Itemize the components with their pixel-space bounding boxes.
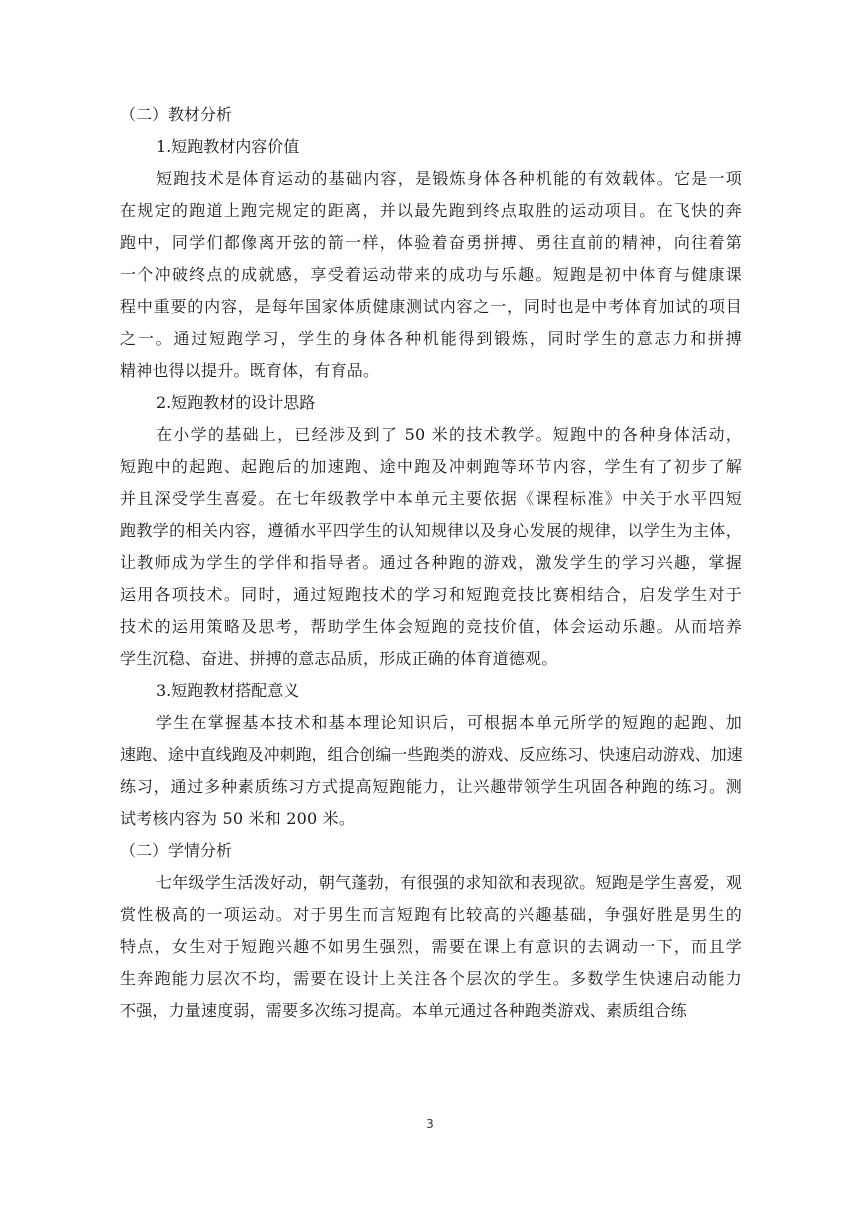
- section-heading-student-analysis: （二）学情分析: [120, 841, 233, 860]
- paragraph-design-approach: [120, 419, 742, 675]
- page-number: 3: [426, 1117, 434, 1131]
- paragraph-line: 试考核内容为 50 米和 200 米。: [120, 809, 356, 828]
- paragraph-line: 跑教学的相关内容，遵循水平四学生的认知规律以及身心发展的规律，以学生为主体，: [120, 521, 742, 540]
- paragraph-pairing-significance: [120, 707, 742, 835]
- paragraph-line: 赏性极高的一项运动。对于男生而言短跑有比较高的兴趣基础，争强好胜是男生的: [120, 905, 742, 924]
- paragraph-line: 一个冲破终点的成就感，享受着运动带来的成功与乐趣。短跑是初中体育与健康课: [120, 265, 742, 284]
- paragraph-content-value: [120, 163, 742, 387]
- paragraph-line: 技术的运用策略及思考，帮助学生体会短跑的竞技价值，体会运动乐趣。从而培养: [120, 617, 742, 636]
- paragraph-line: 并且深受学生喜爱。在七年级教学中本单元主要依据《课程标准》中关于水平四短: [120, 489, 742, 508]
- paragraph-line: 练习，通过多种素质练习方式提高短跑能力，让兴趣带领学生巩固各种跑的练习。测: [120, 777, 742, 796]
- paragraph-line: 短跑技术是体育运动的基础内容，是锻炼身体各种机能的有效载体。它是一项: [156, 169, 742, 188]
- paragraph-line: 程中重要的内容，是每年国家体质健康测试内容之一，同时也是中考体育加试的项目: [120, 297, 742, 316]
- subheading-design-approach: 2.短跑教材的设计思路: [156, 393, 316, 412]
- paragraph-line: 跑中，同学们都像离开弦的箭一样，体验着奋勇拼搏、勇往直前的精神，向往着第: [120, 233, 742, 252]
- section-heading-textbook-analysis: （二）教材分析: [120, 105, 233, 124]
- paragraph-line: 之一。通过短跑学习，学生的身体各种机能得到锻炼，同时学生的意志力和拼搏: [120, 329, 742, 348]
- paragraph-line: 在小学的基础上，已经涉及到了 50 米的技术教学。短跑中的各种身体活动，: [156, 425, 742, 444]
- paragraph-line: 特点，女生对于短跑兴趣不如男生强烈，需要在课上有意识的去调动一下，而且学: [120, 937, 742, 956]
- document-body: [120, 99, 742, 1027]
- paragraph-line: 精神也得以提升。既育体，有育品。: [120, 361, 380, 380]
- subheading-content-value: 1.短跑教材内容价值: [156, 137, 300, 156]
- paragraph-line: 在规定的跑道上跑完规定的距离，并以最先跑到终点取胜的运动项目。在飞快的奔: [120, 201, 742, 220]
- paragraph-line: 让教师成为学生的学伴和指导者。通过各种跑的游戏，激发学生的学习兴趣，掌握: [120, 553, 742, 572]
- paragraph-line: 七年级学生活泼好动，朝气蓬勃，有很强的求知欲和表现欲。短跑是学生喜爱，观: [156, 873, 742, 892]
- paragraph-line: 运用各项技术。同时，通过短跑技术的学习和短跑竞技比赛相结合，启发学生对于: [120, 585, 742, 604]
- paragraph-line: 速跑、途中直线跑及冲刺跑，组合创编一些跑类的游戏、反应练习、快速启动游戏、加速: [120, 745, 742, 764]
- paragraph-student-analysis: [120, 867, 742, 1027]
- paragraph-line: 短跑中的起跑、起跑后的加速跑、途中跑及冲刺跑等环节内容，学生有了初步了解: [120, 457, 742, 476]
- paragraph-line: 不强，力量速度弱，需要多次练习提高。本单元通过各种跑类游戏、素质组合练: [120, 1001, 688, 1020]
- paragraph-line: 学生沉稳、奋进、拼搏的意志品质，形成正确的体育道德观。: [120, 649, 558, 668]
- paragraph-line: 生奔跑能力层次不均，需要在设计上关注各个层次的学生。多数学生快速启动能力: [120, 969, 742, 988]
- paragraph-line: 学生在掌握基本技术和基本理论知识后，可根据本单元所学的短跑的起跑、加: [156, 713, 742, 732]
- subheading-pairing-significance: 3.短跑教材搭配意义: [156, 681, 300, 700]
